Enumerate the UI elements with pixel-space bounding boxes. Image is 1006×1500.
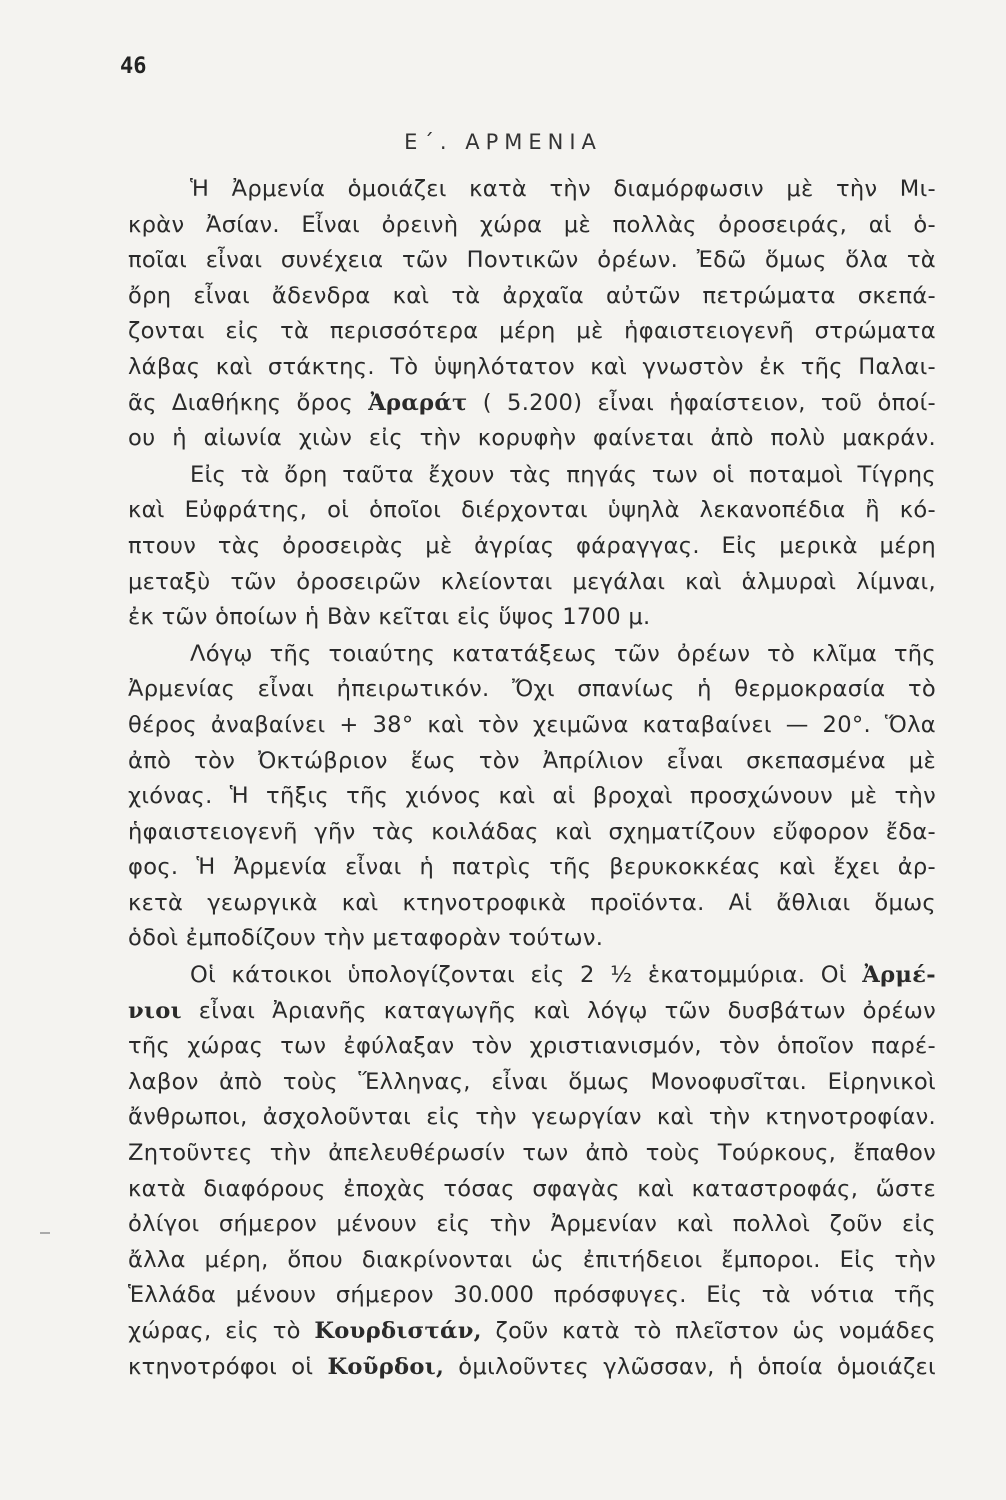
text-line: ζονται εἰς τὰ περισσότερα μέρη μὲ ἡφαιστειογενῆ στρώματα xyxy=(128,318,936,345)
text-line: ἡφαιστειογενῆ γῆν τὰς κοιλάδας καὶ σχηματίζουν εὔφορον ἔδα- xyxy=(128,818,936,845)
text-line: Ἀρμενίας εἶναι ἠπειρωτικόν. Ὄχι σπανίως ἡ θερμοκρασία τὸ xyxy=(128,676,936,703)
text-line: Ἡ Ἀρμενία ὁμοιάζει κατὰ τὴν διαμόρφωσιν μὲ τὴν Μι- xyxy=(190,176,936,202)
text-line: κρὰν Ἀσίαν. Εἶναι ὀρεινὴ χώρα μὲ πολλὰς ὀροσειράς, αἱ ὁ- xyxy=(128,211,936,238)
page-number: 46 xyxy=(120,54,147,79)
text-line: Λόγῳ τῆς τοιαύτης κατατάξεως τῶν ὀρέων τὸ κλῖμα τῆς xyxy=(190,640,936,667)
text-line: χιόνας. Ἡ τῆξις τῆς χιόνος καὶ αἱ βροχαὶ προσχώνουν μὲ τὴν xyxy=(128,783,936,810)
text-line: ου ἡ αἰωνία χιὼν εἰς τὴν κορυφὴν φαίνεται ἀπὸ πολὺ μακράν. xyxy=(128,425,936,452)
text-line: τῆς χώρας των ἐφύλαξαν τὸν χριστιανισμόν, τὸν ὁποῖον παρέ- xyxy=(128,1033,936,1060)
text-line xyxy=(128,1350,936,1386)
text-line xyxy=(128,386,936,422)
text-line: ἀπὸ τὸν Ὀκτώβριον ἕως τὸν Ἀπρίλιον εἶναι σκεπασμένα μὲ xyxy=(128,747,936,774)
text-segment: ζοῦν κατὰ τὸ πλεῖστον ὡς νομάδες xyxy=(481,1318,936,1344)
text-line: λαβον ἀπὸ τοὺς Ἕλληνας, εἶναι ὅμως Μονοφυσῖται. Εἰρηνικοὶ xyxy=(128,1068,936,1095)
text-line: ἐκ τῶν ὁποίων ἡ Βὰν κεῖται εἰς ὕψος 1700 μ. xyxy=(128,604,651,631)
text-line: κατὰ διαφόρους ἐποχὰς τόσας σφαγὰς καὶ καταστροφάς, ὥστε xyxy=(128,1175,936,1202)
text-line: φος. Ἡ Ἀρμενία εἶναι ἡ πατρὶς τῆς βερυκοκκέας καὶ ἔχει ἀρ- xyxy=(128,854,936,881)
text-line: πτουν τὰς ὀροσειρὰς μὲ ἀγρίας φάραγγας. Εἰς μερικὰ μέρη xyxy=(128,532,936,559)
text-segment: χώρας, εἰς τὸ xyxy=(128,1318,315,1344)
body-text xyxy=(128,172,936,1385)
text-line: ἄνθρωποι, ἀσχολοῦνται εἰς τὴν γεωργίαν καὶ τὴν κτηνοτροφίαν. xyxy=(128,1104,936,1131)
text-line xyxy=(128,1314,936,1350)
text-line: μεταξὺ τῶν ὀροσειρῶν κλείονται μεγάλαι καὶ ἁλμυραὶ λίμναι, xyxy=(128,568,936,595)
place-name-kurdistan: Κουρδιστάν, xyxy=(314,1318,482,1344)
text-line: καὶ Εὐφράτης, οἱ ὁποῖοι διέρχονται ὑψηλὰ λεκανοπέδια ἢ κό- xyxy=(128,497,936,524)
text-line xyxy=(128,958,936,994)
text-line: θέρος ἀναβαίνει + 38° καὶ τὸν χειμῶνα καταβαίνει — 20°. Ὅλα xyxy=(128,711,936,738)
margin-mark xyxy=(40,1232,50,1234)
text-line: Ἑλλάδα μένουν σήμερον 30.000 πρόσφυγες. Εἰς τὰ νότια τῆς xyxy=(128,1282,936,1309)
people-name-armenians: Ἀρμέ- xyxy=(862,962,936,989)
place-name-ararat: Ἀραράτ xyxy=(368,389,468,416)
chapter-title: Ε΄. ΑΡΜΕΝΙΑ xyxy=(404,130,602,154)
text-line: ὀλίγοι σήμερον μένουν εἰς τὴν Ἀρμενίαν καὶ πολλοὶ ζοῦν εἰς xyxy=(128,1211,936,1238)
text-line: Ζητοῦντες τὴν ἀπελευθέρωσίν των ἀπὸ τοὺς Τούρκους, ἔπαθον xyxy=(128,1140,936,1167)
text-line: κετὰ γεωργικὰ καὶ κτηνοτροφικὰ προϊόντα. Αἱ ἄθλιαι ὅμως xyxy=(128,889,936,916)
text-line: ποῖαι εἶναι συνέχεια τῶν Ποντικῶν ὀρέων. Ἐδῶ ὅμως ὅλα τὰ xyxy=(128,247,936,274)
text-line: Εἰς τὰ ὄρη ταῦτα ἔχουν τὰς πηγάς των οἱ ποταμοὶ Τίγρης xyxy=(190,461,936,488)
text-segment: ( 5.200) εἶναι ἡφαίστειον, τοῦ ὁποί- xyxy=(467,389,936,416)
text-segment: κτηνοτρόφοι οἱ xyxy=(128,1353,328,1380)
text-segment: Οἱ κάτοικοι ὑπολογίζονται εἰς 2 ½ ἑκατομμύρια. Οἱ xyxy=(190,962,863,989)
text-segment: εἶναι Ἀριανῆς καταγωγῆς καὶ λόγῳ τῶν δυσβάτων ὀρέων xyxy=(181,997,936,1024)
text-segment: ᾶς Διαθήκης ὄρος xyxy=(128,389,369,416)
text-line: ὁδοὶ ἐμποδίζουν τὴν μεταφορὰν τούτων. xyxy=(128,925,604,952)
text-line: ὄρη εἶναι ἄδενδρα καὶ τὰ ἀρχαῖα αὐτῶν πετρώματα σκεπά- xyxy=(128,282,936,309)
people-name-armenians-cont: νιοι xyxy=(128,997,182,1024)
text-line: λάβας καὶ στάκτης. Τὸ ὑψηλότατον καὶ γνωστὸν ἐκ τῆς Παλαι- xyxy=(128,353,936,380)
text-line xyxy=(128,994,936,1030)
text-line: ἄλλα μέρη, ὅπου διακρίνονται ὡς ἐπιτήδειοι ἔμποροι. Εἰς τὴν xyxy=(128,1246,936,1273)
people-name-kurds: Κοῦρδοι, xyxy=(327,1353,445,1380)
text-segment: ὁμιλοῦντες γλῶσσαν, ἡ ὁποία ὁμοιάζει xyxy=(444,1353,936,1380)
